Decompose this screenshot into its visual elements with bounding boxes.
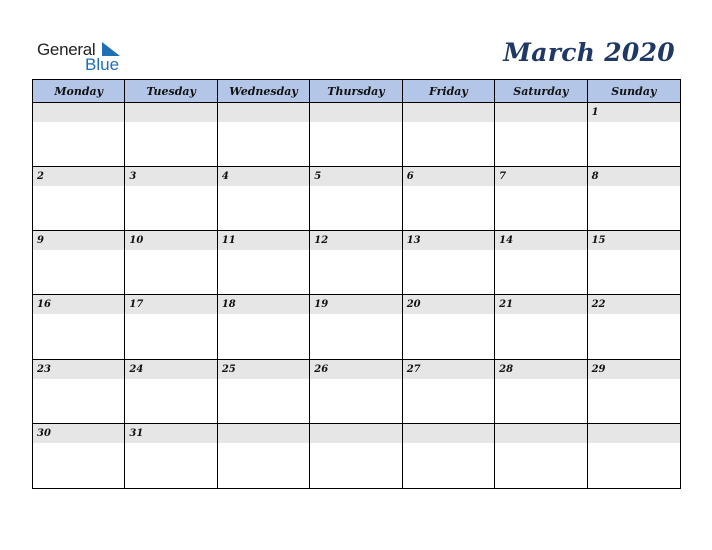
day-number: 7 — [495, 167, 586, 186]
day-number: 4 — [218, 167, 309, 186]
day-cell — [588, 424, 680, 488]
day-cell — [495, 295, 587, 359]
day-cell — [310, 360, 402, 424]
day-number: 9 — [33, 231, 124, 250]
day-number: 30 — [33, 424, 124, 443]
weekday-header-thursday: Thursday — [310, 80, 402, 103]
day-cell — [218, 360, 310, 424]
day-number: 22 — [588, 295, 680, 314]
day-number: 27 — [403, 360, 494, 379]
day-number — [310, 424, 401, 443]
day-number: 21 — [495, 295, 586, 314]
day-number: 14 — [495, 231, 586, 250]
day-cell — [495, 424, 587, 488]
day-cell — [588, 231, 680, 295]
day-number: 17 — [125, 295, 216, 314]
day-cell — [495, 103, 587, 167]
day-number: 26 — [310, 360, 401, 379]
day-cell — [403, 103, 495, 167]
weekday-header-sunday: Sunday — [588, 80, 680, 103]
day-cell — [125, 424, 217, 488]
day-number: 29 — [588, 360, 680, 379]
day-number: 2 — [33, 167, 124, 186]
day-number — [495, 424, 586, 443]
day-number: 5 — [310, 167, 401, 186]
day-number — [403, 424, 494, 443]
day-cell — [218, 103, 310, 167]
day-cell — [33, 295, 125, 359]
day-cell — [403, 360, 495, 424]
day-number: 1 — [588, 103, 680, 122]
weekday-header-friday: Friday — [403, 80, 495, 103]
day-number — [218, 424, 309, 443]
day-cell — [33, 360, 125, 424]
day-cell — [218, 231, 310, 295]
day-number: 6 — [403, 167, 494, 186]
logo-text-general: General — [37, 40, 96, 59]
day-number — [33, 103, 124, 122]
day-number: 11 — [218, 231, 309, 250]
day-cell — [33, 167, 125, 231]
day-number — [218, 103, 309, 122]
day-cell — [310, 167, 402, 231]
day-cell — [310, 231, 402, 295]
weekday-header-wednesday: Wednesday — [218, 80, 310, 103]
day-cell — [403, 424, 495, 488]
day-number: 12 — [310, 231, 401, 250]
weekday-header-tuesday: Tuesday — [125, 80, 217, 103]
day-cell — [125, 103, 217, 167]
day-cell — [33, 424, 125, 488]
day-cell — [33, 231, 125, 295]
day-number — [495, 103, 586, 122]
day-cell — [588, 295, 680, 359]
day-number: 25 — [218, 360, 309, 379]
day-number: 20 — [403, 295, 494, 314]
day-cell — [125, 295, 217, 359]
day-cell — [588, 103, 680, 167]
day-cell — [310, 295, 402, 359]
day-cell — [125, 167, 217, 231]
day-number — [588, 424, 680, 443]
day-cell — [218, 167, 310, 231]
day-cell — [310, 424, 402, 488]
day-cell — [218, 424, 310, 488]
weekday-header-saturday: Saturday — [495, 80, 587, 103]
day-cell — [218, 295, 310, 359]
day-number: 15 — [588, 231, 680, 250]
day-number: 18 — [218, 295, 309, 314]
day-cell — [495, 167, 587, 231]
day-number: 8 — [588, 167, 680, 186]
logo-text-blue: Blue — [85, 55, 120, 74]
day-number — [403, 103, 494, 122]
day-cell — [588, 167, 680, 231]
day-cell — [403, 167, 495, 231]
day-number: 24 — [125, 360, 216, 379]
day-cell — [310, 103, 402, 167]
day-number: 31 — [125, 424, 216, 443]
day-number — [310, 103, 401, 122]
day-cell — [495, 231, 587, 295]
day-number: 16 — [33, 295, 124, 314]
calendar-grid — [32, 79, 681, 489]
day-cell — [125, 231, 217, 295]
month-title: March 2020 — [503, 38, 675, 67]
day-number: 3 — [125, 167, 216, 186]
day-number: 10 — [125, 231, 216, 250]
day-cell — [495, 360, 587, 424]
day-number: 28 — [495, 360, 586, 379]
day-cell — [125, 360, 217, 424]
day-cell — [403, 295, 495, 359]
day-number — [125, 103, 216, 122]
day-cell — [588, 360, 680, 424]
day-cell — [33, 103, 125, 167]
day-number: 13 — [403, 231, 494, 250]
day-number: 19 — [310, 295, 401, 314]
day-number: 23 — [33, 360, 124, 379]
weekday-header-monday: Monday — [33, 80, 125, 103]
day-cell — [403, 231, 495, 295]
generalblue-logo — [37, 40, 137, 74]
